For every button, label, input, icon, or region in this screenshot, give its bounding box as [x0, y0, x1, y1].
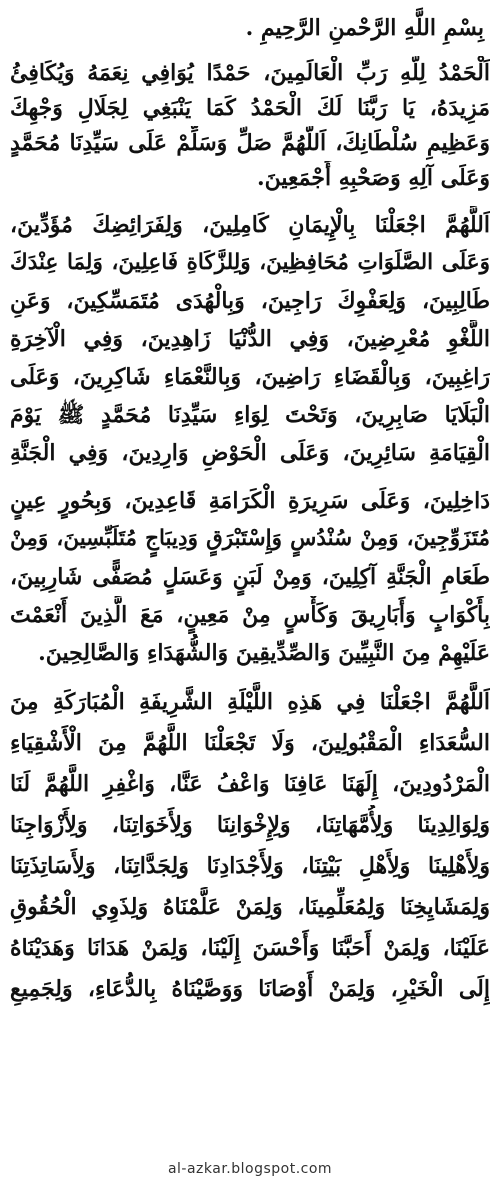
- text-line: وَلِأَهْلِينَا وَلِأَهْلِ بَيْتِنَا، وَلِأَجْدَادِنَا وَلِجَدَّاتِنَا، وَلِأَسَاتِذَتِنَا: [10, 853, 490, 879]
- text-line: الْبَلَايَا صَابِرِينَ، وَتَحْتَ لِوَاءِ سَيِّدِنَا مُحَمَّدٍ ﷺ يَوْمَ: [10, 402, 490, 428]
- text-line: اَللَّهُمَّ اجْعَلْنَا بِالْإِيمَانِ كَامِلِينَ، وَلِفَرَائِضِكَ مُؤَدِّينَ،: [10, 212, 490, 238]
- text-line: وَلِوَالِدِينَا وَلِأُمَّهَاتِنَا، وَلِإِخْوَانِنَا وَلِأَخَوَاتِنَا، وَلِأَزْوَاجِنَا: [10, 812, 490, 838]
- text-line: اللَّغْوِ مُعْرِضِينَ، وَفِي الدُّنْيَا زَاهِدِينَ، وَفِي الْآخِرَةِ: [10, 326, 490, 352]
- text-line: وَعَظِيمِ سُلْطَانِكَ، اَللَّهُمَّ صَلِّ وَسَلِّمْ عَلَى سَيِّدِنَا مُحَمَّدٍ: [10, 130, 490, 156]
- text-line: عَلَيْهِمْ مِنَ النَّبِيِّينَ وَالصِّدِّيقِينَ وَالشُّهَدَاءِ وَالصَّالِحِينَ.: [38, 640, 490, 666]
- text-line: الْمَرْدُودِينَ، إِلَهَنَا عَافِنَا وَاعْفُ عَنَّا، وَاغْفِرِ اللَّهُمَّ لَنَا: [10, 771, 490, 797]
- text-line: عَلَيْنَا، وَلِمَنْ أَحَبَّنَا وَأَحْسَنَ إِلَيْنَا، وَلِمَنْ هَدَانَا وَهَدَيْنَاهُ: [10, 935, 490, 961]
- text-line: طَالِبِينَ، وَلِعَفْوِكَ رَاجِينَ، وَبِالْهُدَى مُتَمَسِّكِينَ، وَعَنِ: [10, 288, 490, 314]
- source-watermark: al-azkar.blogspot.com: [167, 1161, 333, 1177]
- paragraph-3: [10, 482, 490, 672]
- text-line: وَعَلَى الصَّلَوَاتِ مُحَافِظِينَ، وَلِلزَّكَاةِ فَاعِلِينَ، وَلِمَا عِنْدَكَ: [10, 250, 490, 275]
- bismillah-heading: بِسْمِ اللَّهِ الرَّحْمنِ الرَّحِيمِ .: [245, 15, 484, 41]
- text-line: السُّعَدَاءِ الْمَقْبُولِينَ، وَلَا تَجْعَلْنَا اللَّهُمَّ مِنَ الْأَشْقِيَاءِ: [10, 730, 490, 756]
- text-line: الْقِيَامَةِ سَائِرِينَ، وَعَلَى الْحَوْضِ وَارِدِينَ، وَفِي الْجَنَّةِ: [10, 440, 490, 466]
- text-line: اَللَّهُمَّ اجْعَلْنَا فِي هَذِهِ اللَّيْلَةِ الشَّرِيفَةِ الْمُبَارَكَةِ مِنَ: [10, 689, 490, 715]
- paragraph-1: [10, 56, 490, 196]
- text-line: مَزِيدَهُ، يَا رَبَّنَا لَكَ الْحَمْدُ كَمَا يَنْبَغِي لِجَلَالِ وَجْهِكَ: [10, 95, 490, 121]
- text-line: وَعَلَى آلِهِ وَصَحْبِهِ أَجْمَعِينَ.: [257, 165, 490, 191]
- text-line: طَعَامِ الْجَنَّةِ آكِلِينَ، وَمِنْ لَبَنٍ وَعَسَلٍ مُصَفًّى شَارِبِينَ،: [10, 564, 490, 590]
- paragraph-4: [10, 682, 490, 1010]
- text-line: دَاخِلِينَ، وَعَلَى سَرِيرَةِ الْكَرَامَةِ قَاعِدِينَ، وَبِحُورٍ عِينٍ: [10, 488, 490, 514]
- paragraph-2: [10, 206, 490, 472]
- text-line: اَلْحَمْدُ لِلَّهِ رَبِّ الْعَالَمِينَ، حَمْدًا يُوَافِي نِعَمَهُ وَيُكَافِئُ: [10, 60, 490, 86]
- text-line: بِأَكْوَابٍ وَأَبَارِيقَ وَكَأْسٍ مِنْ مَعِينٍ، مَعَ الَّذِينَ أَنْعَمْتَ: [10, 602, 490, 628]
- text-line: رَاغِبِينَ، وَبِالْقَضَاءِ رَاضِينَ، وَبِالنَّعْمَاءِ شَاكِرِينَ، وَعَلَى: [10, 364, 490, 390]
- text-line: إِلَى الْخَيْرِ، وَلِمَنْ أَوْصَانَا وَوَصَّيْنَاهُ بِالدُّعَاءِ، وَلِجَمِيعِ: [10, 976, 490, 1002]
- text-line: مُتَزَوِّجِينَ، وَمِنْ سُنْدُسٍ وَإِسْتَبْرَقٍ وَدِيبَاجٍ مُتَلَبِّسِينَ، وَمِنْ: [10, 526, 490, 551]
- text-line: وَلِمَشَايِخِنَا وَلِمُعَلِّمِينَا، وَلِمَنْ عَلَّمْنَاهُ وَلِذَوِي الْحُقُوقِ: [10, 894, 490, 920]
